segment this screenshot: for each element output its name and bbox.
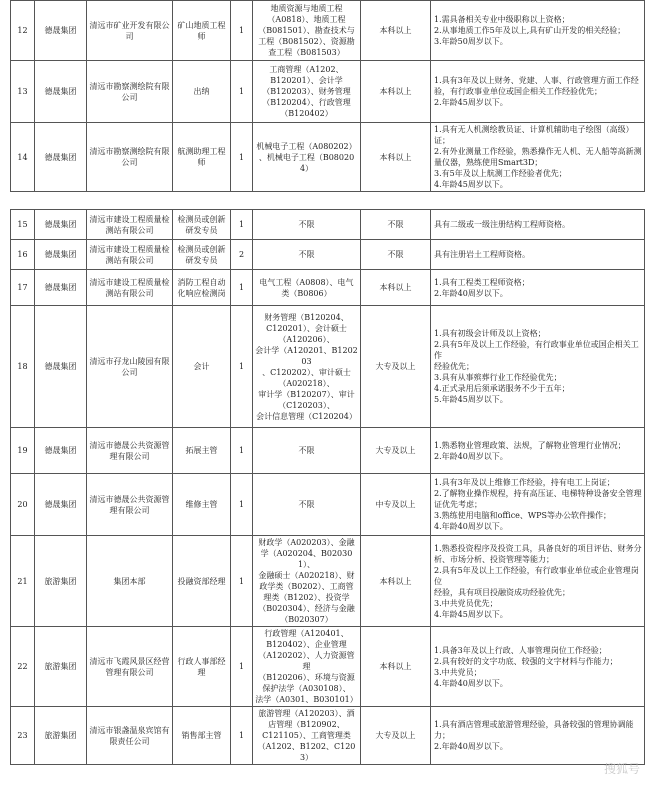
requirements-cell-line: 2.年龄40周岁以下。 — [434, 451, 508, 461]
job-table-bottom — [10, 209, 645, 765]
major-cell-line: 审计学（B120207）、审计 — [258, 389, 355, 399]
row-number-cell: 22 — [11, 627, 35, 707]
table-row — [11, 210, 645, 240]
education-cell: 本科以上 — [361, 61, 431, 123]
education-cell: 不限 — [361, 240, 431, 270]
post-cell: 出纳 — [173, 61, 231, 123]
headcount-cell: 1 — [231, 536, 253, 627]
major-cell-line: 电气工程（A0808）、电气 — [259, 277, 354, 287]
group-cell: 德晟集团 — [35, 240, 87, 270]
requirements-cell-line: 具有注册岩土工程师资格。 — [434, 250, 530, 259]
post-cell: 消防工程自动化响应检测岗 — [173, 270, 231, 306]
post-cell: 销售部主管 — [173, 707, 231, 765]
requirements-cell-line: 3.熟练使用电脑和office、WPS等办公软件操作； — [434, 511, 611, 520]
table-row — [11, 428, 645, 474]
table-row — [11, 123, 645, 192]
requirements-cell-line: 3.具有从事殡葬行业工作经验优先； — [434, 373, 562, 382]
requirements-cell — [431, 123, 645, 192]
requirements-cell — [431, 306, 645, 428]
row-number-cell: 23 — [11, 707, 35, 765]
requirements-cell-line: 2.年龄40周岁以下。 — [434, 742, 508, 751]
requirements-cell-line: 2.具有5年及以上工作经验，有行政事业单位或企业管理岗位 — [434, 565, 639, 586]
requirements-cell — [431, 627, 645, 707]
headcount-cell: 1 — [231, 306, 253, 428]
requirements-cell-line: 2.了解物业操作规程，持有高压证、电梯特种设备安全管理 — [434, 489, 642, 498]
major-cell — [253, 536, 361, 627]
headcount-cell: 1 — [231, 123, 253, 192]
headcount-cell: 1 — [231, 210, 253, 240]
major-cell — [253, 707, 361, 765]
company-cell: 清远市勘察测绘院有限公司 — [87, 123, 173, 192]
requirements-cell — [431, 270, 645, 306]
requirements-cell-line: 1.具有初级会计师及以上资格； — [434, 329, 546, 338]
table-row — [11, 1, 645, 61]
major-cell-line: 保护法学（A030108）、 — [262, 684, 351, 693]
table-gap — [10, 192, 644, 209]
group-cell: 德晟集团 — [35, 428, 87, 474]
requirements-cell — [431, 240, 645, 270]
headcount-cell: 1 — [231, 707, 253, 765]
major-cell-line: 不限 — [298, 446, 315, 455]
company-cell: 清远市建设工程质量检测站有限公司 — [87, 240, 173, 270]
major-cell-line: （C120203）、 — [278, 400, 335, 410]
requirements-cell — [431, 428, 645, 474]
company-cell: 清远市德晟公共资源管理有限公司 — [87, 474, 173, 536]
company-cell: 清远市孖龙山陵园有限公司 — [87, 306, 173, 428]
major-cell-line: （A020218）、 — [278, 378, 335, 388]
requirements-cell — [431, 707, 645, 765]
requirements-cell-line: 2.具有5年及以上工作经验，有行政事业单位或国企相关工作 — [434, 340, 639, 360]
post-cell: 维修主管 — [173, 474, 231, 536]
major-cell — [253, 1, 361, 61]
education-cell: 大专及以上 — [361, 707, 431, 765]
major-cell-line: （A120202）、人力资源管理 — [258, 651, 355, 671]
row-number-cell: 21 — [11, 536, 35, 627]
group-cell: 德晟集团 — [35, 474, 87, 536]
requirements-cell-line: 4.正式录用后须承诺服务不少于五年； — [434, 384, 570, 393]
major-cell-line: 行政管理（A120401、 — [264, 629, 349, 638]
major-cell-line: （B120203）、财务管理 — [262, 87, 351, 96]
table-row — [11, 270, 645, 306]
group-cell: 旅游集团 — [35, 707, 87, 765]
requirements-cell-line: 经验，具有项目投融资成功经验优先； — [434, 587, 570, 597]
table-row — [11, 627, 645, 707]
major-cell-line: 财政学（A020203）、金融 — [258, 538, 355, 547]
requirements-cell-line: 1.具有3年及以上维修工作经验，持有电工上岗证； — [434, 478, 615, 487]
major-cell-line: 不限 — [298, 500, 315, 509]
headcount-cell: 1 — [231, 428, 253, 474]
headcount-cell: 2 — [231, 240, 253, 270]
company-cell: 集团本部 — [87, 536, 173, 627]
requirements-cell-line: 2.有外业测量工作经验，熟悉操作无人机、无人船等高新测 — [434, 147, 642, 156]
requirements-cell-line: 4.年龄40周岁以下。 — [434, 522, 508, 531]
requirements-cell-line: 3.年龄50周岁以下。 — [434, 37, 508, 46]
requirements-cell-line: 1.熟悉投资程序及投资工具，具备良好的项目评估、财务分 — [434, 543, 642, 553]
requirements-cell-line: 证； — [434, 136, 450, 145]
major-cell-line: 店管理（B120902、 — [268, 720, 345, 729]
major-cell-line: 不限 — [298, 250, 315, 259]
major-cell-line: （B020307） — [280, 615, 333, 624]
group-cell: 德晟集团 — [35, 306, 87, 428]
requirements-cell-line: 4.年龄40周岁以下。 — [434, 678, 508, 688]
recruitment-table-sheet — [10, 0, 644, 765]
headcount-cell: 1 — [231, 474, 253, 536]
row-number-cell: 19 — [11, 428, 35, 474]
major-cell-line: 会计信息管理（C120204） — [256, 411, 357, 421]
major-cell — [253, 428, 361, 474]
major-cell-line: （B020304）、经济与金融 — [258, 604, 355, 613]
major-cell-line: 政学类（B0202）、工商管 — [259, 582, 354, 591]
major-cell-line: 财务管理（B120204、 — [264, 312, 349, 322]
major-cell-line: （A120206）、 — [278, 334, 335, 344]
education-cell: 大专及以上 — [361, 306, 431, 428]
requirements-cell — [431, 61, 645, 123]
requirements-cell-line: 3.中共党员优先； — [434, 598, 498, 608]
company-cell: 清远市飞霞风景区经营管理有限公司 — [87, 627, 173, 707]
major-cell-line: 、机械电子工程（B080204） — [258, 152, 355, 173]
requirements-cell-line: 1.具有酒店管理或旅游管理经验，具备较强的管理协调能 — [434, 720, 634, 729]
major-cell-line: 类（B0806） — [281, 288, 332, 298]
row-number-cell: 14 — [11, 123, 35, 192]
company-cell: 清远市建设工程质量检测站有限公司 — [87, 210, 173, 240]
education-cell: 中专及以上 — [361, 474, 431, 536]
group-cell: 德晟集团 — [35, 210, 87, 240]
major-cell-line: 不限 — [298, 220, 315, 229]
major-cell-line: 工程（B081502）、资源勘 — [258, 37, 355, 46]
requirements-cell-line: 经验优先； — [434, 362, 474, 371]
requirements-cell-line: 3.中共党员； — [434, 667, 482, 677]
company-cell: 清远市银盏温泉宾馆有限责任公司 — [87, 707, 173, 765]
requirements-cell-line: 2.年龄45周岁以下。 — [434, 98, 508, 107]
requirements-cell-line: 2.具有较好的文字功底、较强的文字材料与作能力； — [434, 656, 618, 666]
education-cell: 本科以上 — [361, 123, 431, 192]
table-row — [11, 536, 645, 627]
group-cell: 德晟集团 — [35, 1, 87, 61]
education-cell: 本科以上 — [361, 270, 431, 306]
group-cell: 德晟集团 — [35, 61, 87, 123]
requirements-cell-line: 2.从事地质工作5年及以上,具有矿山开发的相关经验； — [434, 26, 626, 35]
major-cell-line: 、C120202）、审计硕士 — [262, 367, 351, 377]
post-cell: 行政人事部经理 — [173, 627, 231, 707]
major-cell-line: （A1202、B1202、C1203） — [257, 742, 356, 762]
education-cell: 本科以上 — [361, 1, 431, 61]
major-cell-line: B120201）、会计学 — [270, 76, 343, 85]
post-cell: 航测助理工程师 — [173, 123, 231, 192]
row-number-cell: 18 — [11, 306, 35, 428]
table-row — [11, 707, 645, 765]
major-cell — [253, 240, 361, 270]
job-table-top — [10, 0, 645, 192]
major-cell-line: 机械电子工程（A080202） — [256, 141, 357, 151]
requirements-cell — [431, 210, 645, 240]
major-cell-line: B120402）、企业管理 — [266, 640, 347, 649]
requirements-cell-line: 4.年龄45周岁以下。 — [434, 609, 508, 619]
requirements-cell-line: 力； — [434, 731, 450, 740]
post-cell: 会计 — [173, 306, 231, 428]
major-cell — [253, 270, 361, 306]
company-cell: 清远市矿业开发有限公司 — [87, 1, 173, 61]
major-cell-line: C120201）、会计硕士 — [266, 323, 347, 333]
requirements-cell-line: 验，有行政事业单位或国企相关工作经验优先； — [434, 87, 602, 96]
row-number-cell: 15 — [11, 210, 35, 240]
group-cell: 德晟集团 — [35, 123, 87, 192]
requirements-cell-line: 1.具有无人机测绘教员证、计算机辅助电子绘图（高级） — [434, 125, 634, 134]
major-cell-line: （B081501）、勘查技术与 — [258, 26, 355, 35]
table-row — [11, 61, 645, 123]
group-cell: 旅游集团 — [35, 627, 87, 707]
requirements-cell-line: 具有二级或一级注册结构工程师资格。 — [434, 220, 570, 229]
watermark: 搜狐号 — [603, 762, 640, 776]
major-cell-line: （B120402） — [280, 109, 333, 118]
row-number-cell: 13 — [11, 61, 35, 123]
table-row — [11, 306, 645, 428]
major-cell-line: 旅游管理（A120203）、酒 — [258, 709, 355, 718]
requirements-cell-line: 1.具有工程类工程师资格； — [434, 277, 530, 287]
headcount-cell: 1 — [231, 270, 253, 306]
requirements-cell-line: 3.有5年及以上航测工作经验者优先； — [434, 169, 567, 178]
row-number-cell: 20 — [11, 474, 35, 536]
education-cell: 不限 — [361, 210, 431, 240]
requirements-cell — [431, 536, 645, 627]
major-cell-line: 金融硕士（A020218）、财 — [258, 571, 355, 580]
row-number-cell: 17 — [11, 270, 35, 306]
requirements-cell-line: 1.需具备相关专业中级职称以上资格； — [434, 15, 570, 24]
major-cell-line: 理类（B1202）、投资学 — [263, 593, 350, 602]
post-cell: 拓展主管 — [173, 428, 231, 474]
headcount-cell: 1 — [231, 627, 253, 707]
headcount-cell: 1 — [231, 1, 253, 61]
requirements-cell-line: 证优先考虑； — [434, 500, 482, 509]
major-cell-line: C121105）、工商管理类 — [262, 731, 351, 740]
requirements-cell-line: 4.年龄45周岁以下。 — [434, 180, 508, 189]
major-cell — [253, 474, 361, 536]
requirements-cell — [431, 1, 645, 61]
post-cell: 检测员或创新研发专员 — [173, 240, 231, 270]
major-cell — [253, 61, 361, 123]
post-cell: 检测员或创新研发专员 — [173, 210, 231, 240]
company-cell: 清远市德晟公共资源管理有限公司 — [87, 428, 173, 474]
requirements-cell-line: 5.年龄45周岁以下。 — [434, 395, 508, 404]
education-cell: 大专及以上 — [361, 428, 431, 474]
company-cell: 清远市勘察测绘院有限公司 — [87, 61, 173, 123]
requirements-cell-line: 1.具备3年及以上行政、人事管理岗位工作经验； — [434, 645, 607, 655]
major-cell — [253, 306, 361, 428]
major-cell-line: 学（A020204、B020301）、 — [260, 549, 353, 569]
table-row — [11, 474, 645, 536]
group-cell: 德晟集团 — [35, 270, 87, 306]
row-number-cell: 16 — [11, 240, 35, 270]
post-cell: 矿山地质工程师 — [173, 1, 231, 61]
table-row — [11, 240, 645, 270]
requirements-cell-line: 1.具有3年及以上财务、党建、人事、行政管理方面工作经 — [434, 76, 639, 85]
education-cell: 本科以上 — [361, 627, 431, 707]
major-cell-line: 工商管理（A1202、 — [269, 65, 344, 74]
post-cell: 投融资部经理 — [173, 536, 231, 627]
requirements-cell-line: 析、市场分析、投资管理等能力； — [434, 554, 554, 564]
major-cell-line: （A0818）、地质工程 — [267, 15, 346, 24]
requirements-cell — [431, 474, 645, 536]
education-cell: 本科以上 — [361, 536, 431, 627]
major-cell-line: 法学（A0301、B030101） — [255, 695, 358, 704]
requirements-cell-line: 量仪器，熟练使用Smart3D； — [434, 158, 543, 167]
requirements-cell-line: 1.熟悉物业管理政策、法规，了解物业管理行业情况； — [434, 440, 626, 450]
major-cell — [253, 123, 361, 192]
major-cell-line: 地质资源与地质工程 — [270, 4, 343, 13]
major-cell-line: 查工程（B081503） — [268, 48, 345, 57]
row-number-cell: 12 — [11, 1, 35, 61]
headcount-cell: 1 — [231, 61, 253, 123]
requirements-cell-line: 2.年龄40周岁以下。 — [434, 288, 508, 298]
major-cell-line: （B120206）、环境与资源 — [258, 673, 355, 682]
major-cell — [253, 627, 361, 707]
major-cell-line: （B120204）、行政管理 — [262, 98, 351, 107]
company-cell: 清远市建设工程质量检测站有限公司 — [87, 270, 173, 306]
major-cell-line: 会计学（A120201、B120203 — [255, 345, 358, 366]
major-cell — [253, 210, 361, 240]
group-cell: 旅游集团 — [35, 536, 87, 627]
